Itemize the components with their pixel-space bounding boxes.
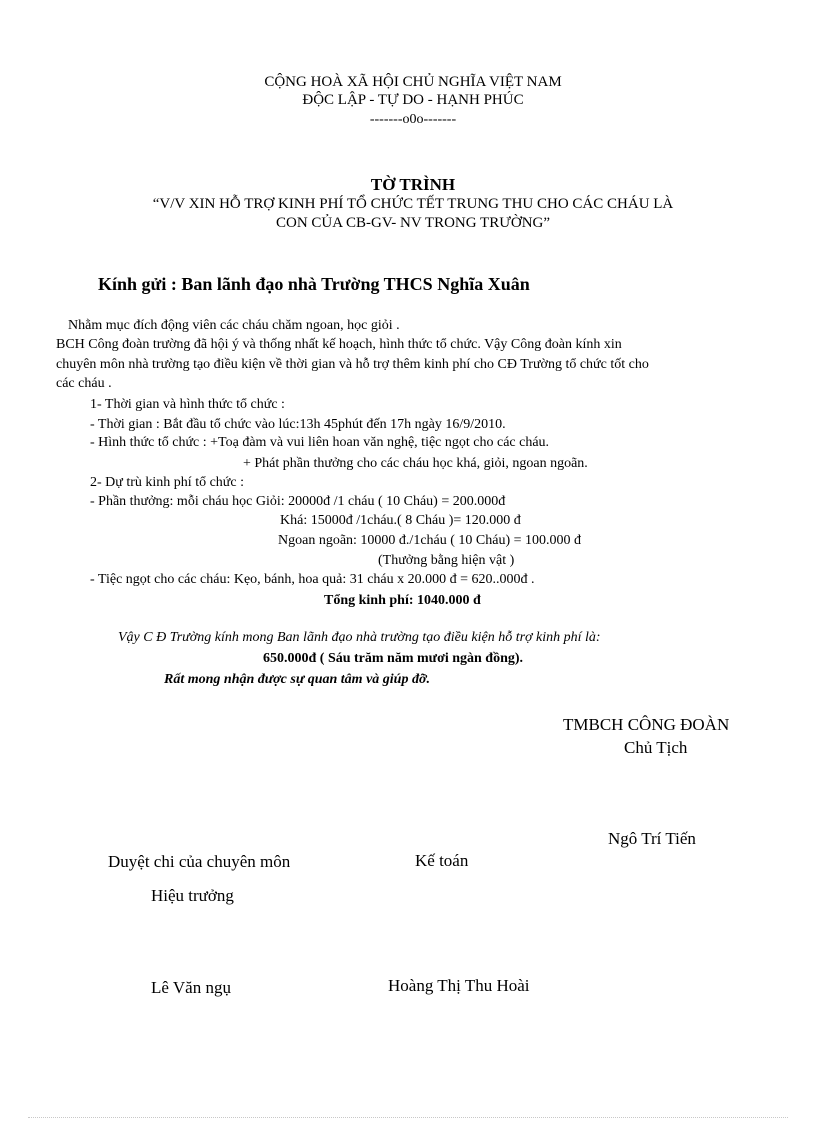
section-2-heading: 2- Dự trù kinh phí tổ chức : [90, 475, 244, 490]
accountant-name: Hoàng Thị Thu Hoài [388, 976, 530, 995]
ngoan-reward-line: Ngoan ngoãn: 10000 đ./1cháu ( 10 Cháu) = 100.000 đ [278, 533, 582, 548]
body-paragraph-line-2: chuyên môn nhà trường tạo điều kiện về thời gian và hỗ trợ thêm kinh phí cho CĐ Trường tổ chức tốt cho [56, 357, 649, 372]
kha-reward-line: Khá: 15000đ /1cháu.( 8 Cháu )= 120.000 đ [280, 513, 521, 528]
closing-request: Vậy C Đ Trường kính mong Ban lãnh đạo nhà trường tạo điều kiện hỗ trợ kinh phí là: [118, 630, 601, 645]
requested-amount: 650.000đ ( Sáu trăm năm mươi ngàn đồng). [263, 651, 524, 666]
approval-label: Duyệt chi của chuyên môn [108, 852, 291, 871]
time-item: - Thời gian : Bắt đầu tổ chức vào lúc:13h 45phút đến 17h ngày 16/9/2010. [90, 417, 506, 432]
subject-line-2: CON CỦA CB-GV- NV TRONG TRƯỜNG” [275, 215, 551, 231]
form-item: - Hình thức tổ chức : +Toạ đàm và vui liên hoan văn nghệ, tiệc ngọt cho các cháu. [90, 435, 550, 450]
total-cost: Tổng kinh phí: 1040.000 đ [324, 593, 481, 608]
reward-line: - Phần thưởng: mỗi cháu học Giỏi: 20000đ /1 cháu ( 10 Cháu) = 200.000đ [90, 494, 506, 509]
chair-title: Chủ Tịch [624, 738, 688, 757]
country-name: CỘNG HOÀ XÃ HỘI CHỦ NGHĨA VIỆT NAM [264, 74, 562, 90]
principal-name: Lê Văn ngụ [151, 978, 231, 997]
union-org-title: TMBCH CÔNG ĐOÀN [563, 715, 730, 734]
chair-name: Ngô Trí Tiến [608, 829, 696, 848]
form-item-2: + Phát phần thưởng cho các cháu học khá, giỏi, ngoan ngoãn. [243, 456, 588, 471]
closing-thanks: Rất mong nhận được sự quan tâm và giúp đỡ. [164, 672, 430, 687]
party-line: - Tiệc ngọt cho các cháu: Kẹo, bánh, hoa quả: 31 cháu x 20.000 đ = 620..000đ . [90, 572, 535, 587]
header-separator: -------o0o------- [369, 112, 457, 127]
national-motto: ĐỘC LẬP - TỰ DO - HẠNH PHÚC [302, 92, 524, 108]
reward-note: (Thưởng bằng hiện vật ) [378, 553, 515, 568]
accountant-title: Kế toán [415, 851, 469, 870]
body-paragraph-line-3: các cháu . [56, 376, 112, 391]
body-paragraph-line-1: BCH Công đoàn trường đã hội ý và thống nhất kế hoạch, hình thức tổ chức. Vậy Công đoàn kính xin [56, 337, 622, 352]
recipient-line: Kính gửi : Ban lãnh đạo nhà Trường THCS Nghĩa Xuân [98, 274, 530, 294]
subject-line-1: “V/V XIN HỖ TRỢ KINH PHÍ TỔ CHỨC TẾT TRUNG THU CHO CÁC CHÁU LÀ [152, 196, 674, 212]
page-bottom-divider [28, 1117, 788, 1118]
section-1-heading: 1- Thời gian và hình thức tổ chức : [90, 397, 285, 412]
intro-line: Nhằm mục đích động viên các cháu chăm ngoan, học giỏi . [68, 318, 400, 333]
principal-title: Hiệu trưởng [151, 886, 234, 905]
document-title: TỜ TRÌNH [370, 175, 456, 194]
